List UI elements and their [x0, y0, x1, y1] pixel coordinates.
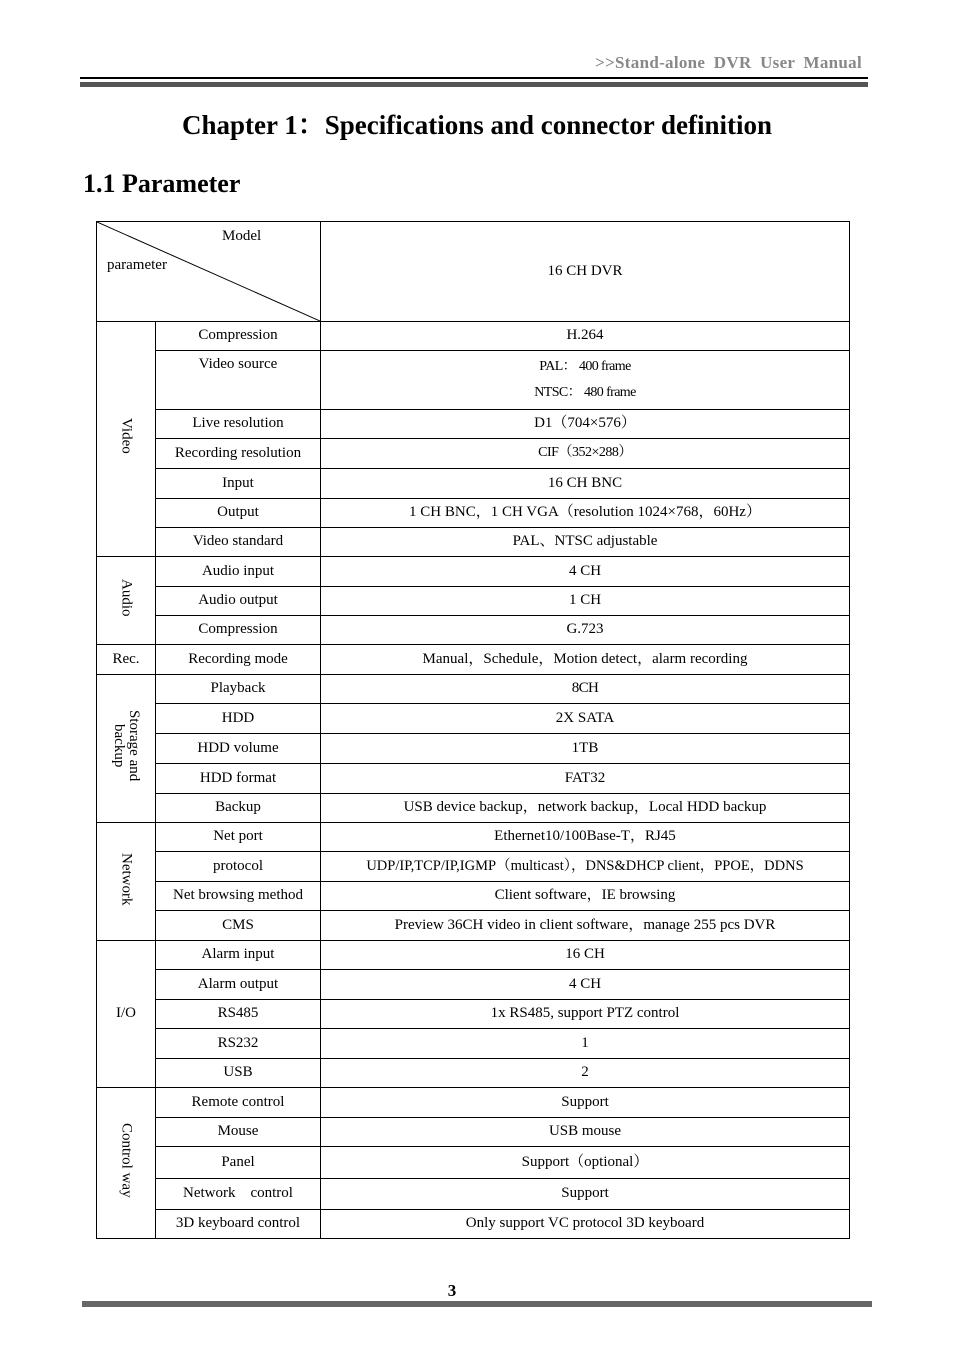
param-value: CIF（352×288）: [321, 439, 850, 469]
table-row: [97, 439, 850, 469]
param-label: Remote control: [156, 1088, 321, 1118]
param-value: 16 CH BNC: [321, 469, 850, 499]
header-rule-thick: [80, 82, 868, 87]
param-value: FAT32: [321, 764, 850, 794]
table-row: [97, 882, 850, 911]
corner-parameter-label: parameter: [107, 257, 167, 273]
param-label: USB: [156, 1059, 321, 1088]
param-value: 8CH: [321, 675, 850, 704]
table-row: [97, 1210, 850, 1239]
table-row: [97, 322, 850, 351]
param-value: Ethernet10/100Base-T，RJ45: [321, 823, 850, 852]
param-value: Support（optional）: [321, 1147, 850, 1179]
table-row: [97, 645, 850, 675]
param-label: Compression: [156, 322, 321, 351]
header-rule: [80, 77, 868, 79]
corner-header-cell: [97, 222, 321, 322]
table-row: [97, 852, 850, 882]
table-row: [97, 941, 850, 970]
param-value: Support: [321, 1179, 850, 1210]
param-value: 2X SATA: [321, 704, 850, 734]
footer-rule: [82, 1301, 872, 1307]
category-rec: Rec.: [97, 645, 156, 675]
table-row: [97, 704, 850, 734]
table-row: [97, 410, 850, 439]
category-control: Control way: [97, 1088, 156, 1239]
param-value: Only support VC protocol 3D keyboard: [321, 1210, 850, 1239]
ntsc-frame-value: NTSC： 480 frame: [534, 385, 636, 400]
param-label: Audio output: [156, 587, 321, 616]
param-value: 2: [321, 1059, 850, 1088]
param-label: Alarm input: [156, 941, 321, 970]
running-header: >>Stand-alone DVR User Manual: [595, 53, 862, 72]
param-label: protocol: [156, 852, 321, 882]
param-value: Manual，Schedule，Motion detect，alarm recording: [321, 645, 850, 675]
param-value: PAL、NTSC adjustable: [321, 528, 850, 557]
model-value: 16 CH DVR: [321, 222, 850, 322]
chapter-title: Chapter 1：Specifications and connector definition: [181, 110, 773, 140]
param-label: 3D keyboard control: [156, 1210, 321, 1239]
param-value: [321, 351, 850, 410]
table-row: [97, 1147, 850, 1179]
param-label: Compression: [156, 616, 321, 645]
table-row: [97, 469, 850, 499]
param-label: HDD format: [156, 764, 321, 794]
table-row: [97, 734, 850, 764]
param-value: 1x RS485, support PTZ control: [321, 1000, 850, 1029]
param-label: HDD volume: [156, 734, 321, 764]
param-value: 4 CH: [321, 557, 850, 587]
param-value: D1（704×576）: [321, 410, 850, 439]
parameter-table: [96, 221, 850, 1239]
param-value: H.264: [321, 322, 850, 351]
section-title: 1.1 Parameter: [83, 169, 241, 198]
table-row: [97, 970, 850, 1000]
param-label: HDD: [156, 704, 321, 734]
table-header-row: [97, 222, 850, 322]
param-label: Alarm output: [156, 970, 321, 1000]
table-row: [97, 1059, 850, 1088]
param-label: Output: [156, 499, 321, 528]
param-value: 16 CH: [321, 941, 850, 970]
param-value: Preview 36CH video in client software，manage 255 pcs DVR: [321, 911, 850, 941]
table-row: [97, 1029, 850, 1059]
param-value: Client software，IE browsing: [321, 882, 850, 911]
table-row: [97, 764, 850, 794]
param-label: RS485: [156, 1000, 321, 1029]
category-storage: Storage and backup: [97, 675, 156, 823]
param-value: 1 CH: [321, 587, 850, 616]
category-audio: Audio: [97, 557, 156, 645]
table-row: [97, 1179, 850, 1210]
param-value: USB mouse: [321, 1118, 850, 1147]
param-value: 1: [321, 1029, 850, 1059]
page-number: 3: [447, 1281, 457, 1300]
param-label: Network control: [156, 1179, 321, 1210]
param-value: Support: [321, 1088, 850, 1118]
param-value: USB device backup，network backup，Local HDD backup: [321, 794, 850, 823]
param-value: 4 CH: [321, 970, 850, 1000]
param-label: Backup: [156, 794, 321, 823]
corner-model-label: Model: [222, 228, 262, 244]
param-label: Video standard: [156, 528, 321, 557]
param-value: 1TB: [321, 734, 850, 764]
param-label: RS232: [156, 1029, 321, 1059]
param-label: Input: [156, 469, 321, 499]
param-label: Video source: [156, 351, 321, 410]
table-row: [97, 587, 850, 616]
table-row: [97, 499, 850, 528]
category-io: I/O: [97, 941, 156, 1088]
table-row: [97, 1088, 850, 1118]
table-row: [97, 351, 850, 410]
param-label: Net browsing method: [156, 882, 321, 911]
table-row: [97, 557, 850, 587]
table-row: [97, 1118, 850, 1147]
param-label: Recording resolution: [156, 439, 321, 469]
category-network: Network: [97, 823, 156, 941]
table-row: [97, 528, 850, 557]
table-row: [97, 911, 850, 941]
param-value: UDP/IP,TCP/IP,IGMP（multicast），DNS&DHCP client，PPOE，DDNS: [321, 852, 850, 882]
param-label: Mouse: [156, 1118, 321, 1147]
pal-frame-value: PAL： 400 frame: [539, 358, 631, 374]
param-label: CMS: [156, 911, 321, 941]
table-row: [97, 1000, 850, 1029]
param-label: Recording mode: [156, 645, 321, 675]
param-value: G.723: [321, 616, 850, 645]
param-label: Audio input: [156, 557, 321, 587]
table-row: [97, 675, 850, 704]
param-label: Net port: [156, 823, 321, 852]
param-label: Playback: [156, 675, 321, 704]
param-label: Live resolution: [156, 410, 321, 439]
table-row: [97, 794, 850, 823]
category-video: Video: [97, 322, 156, 557]
param-value: 1 CH BNC，1 CH VGA（resolution 1024×768，60Hz）: [321, 499, 850, 528]
param-label: Panel: [156, 1147, 321, 1179]
table-row: [97, 616, 850, 645]
table-row: [97, 823, 850, 852]
